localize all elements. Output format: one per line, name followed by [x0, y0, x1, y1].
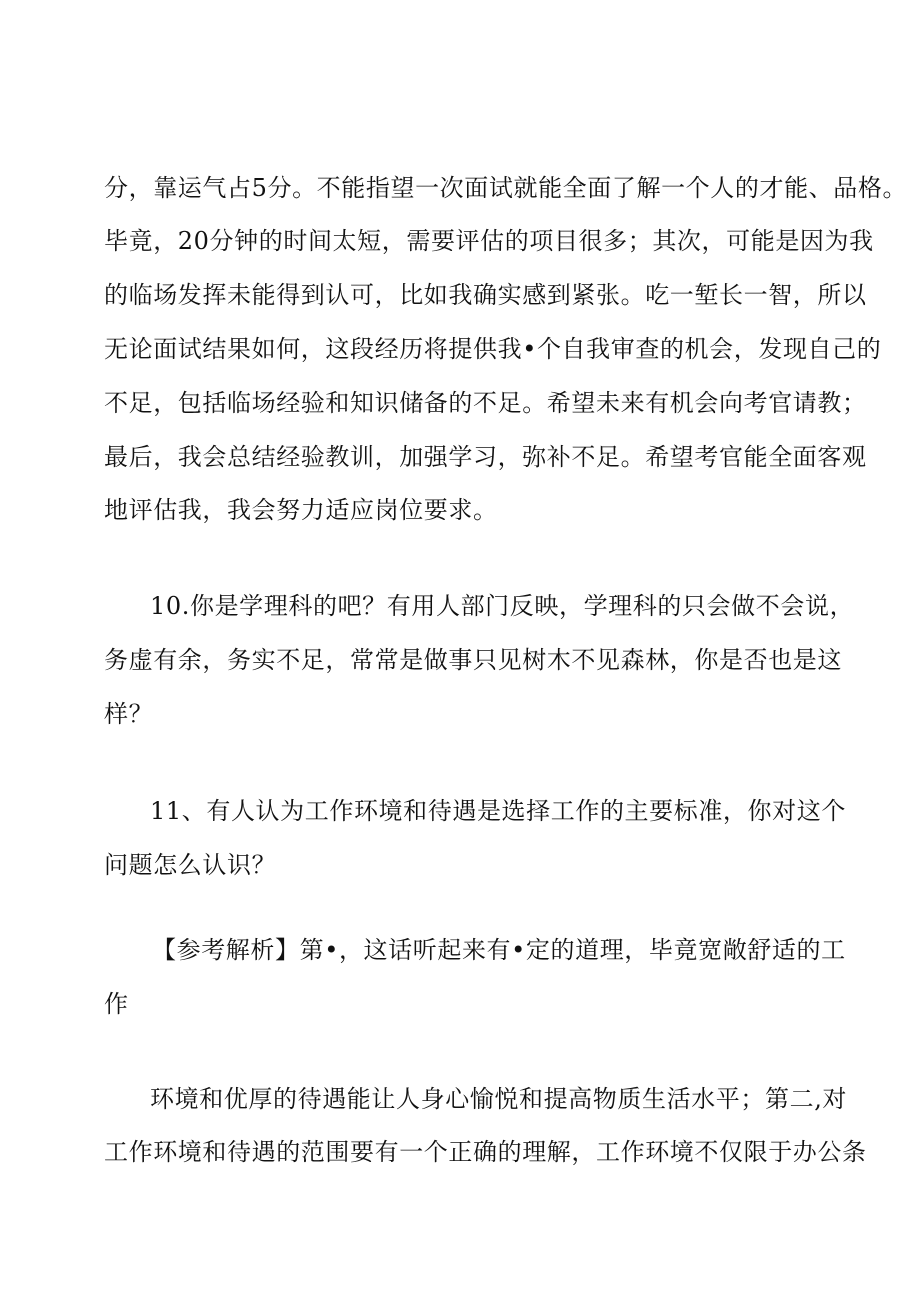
text-line: 工作环境和待遇的范围要有一个正确的理解，工作环境不仅限于办公条: [104, 1138, 867, 1166]
question-10-line: 10.你是学理科的吧？有用人部门反映，学理科的只会做不会说，: [150, 592, 855, 620]
analysis-line: 【参考解析】第•，这话听起来有•定的道理，毕竟宽敞舒适的工: [152, 936, 846, 964]
question-10-line: 务虚有余，务实不足，常常是做事只见树木不见森林，你是否也是这: [104, 646, 842, 674]
question-11-line: 问题怎么认识？: [104, 851, 277, 879]
text-line: 不足，包括临场经验和知识储备的不足。希望未来有机会向考官请教；: [104, 389, 867, 417]
analysis-line: 作: [104, 990, 129, 1018]
text-line: 环境和优厚的待遇能让人身心愉悦和提高物质生活水平；第二,对: [150, 1085, 848, 1113]
question-11-line: 11、有人认为工作环境和待遇是选择工作的主要标准，你对这个: [150, 797, 846, 825]
text-line: 无论面试结果如何，这段经历将提供我•个自我审查的机会，发现自己的: [104, 335, 882, 363]
text-line: 最后，我会总结经验教训，加强学习，弥补不足。希望考官能全面客观: [104, 443, 867, 471]
text-line: 分，靠运气占5分。不能指望一次面试就能全面了解一个人的才能、品格。: [104, 174, 908, 202]
question-10-line: 样？: [104, 700, 154, 728]
text-line: 毕竟，20分钟的时间太短，需要评估的项目很多；其次，可能是因为我: [104, 227, 874, 255]
text-line: 的临场发挥未能得到认可，比如我确实感到紧张。吃一堑长一智，所以: [104, 281, 867, 309]
text-line: 地评估我，我会努力适应岗位要求。: [104, 496, 498, 524]
